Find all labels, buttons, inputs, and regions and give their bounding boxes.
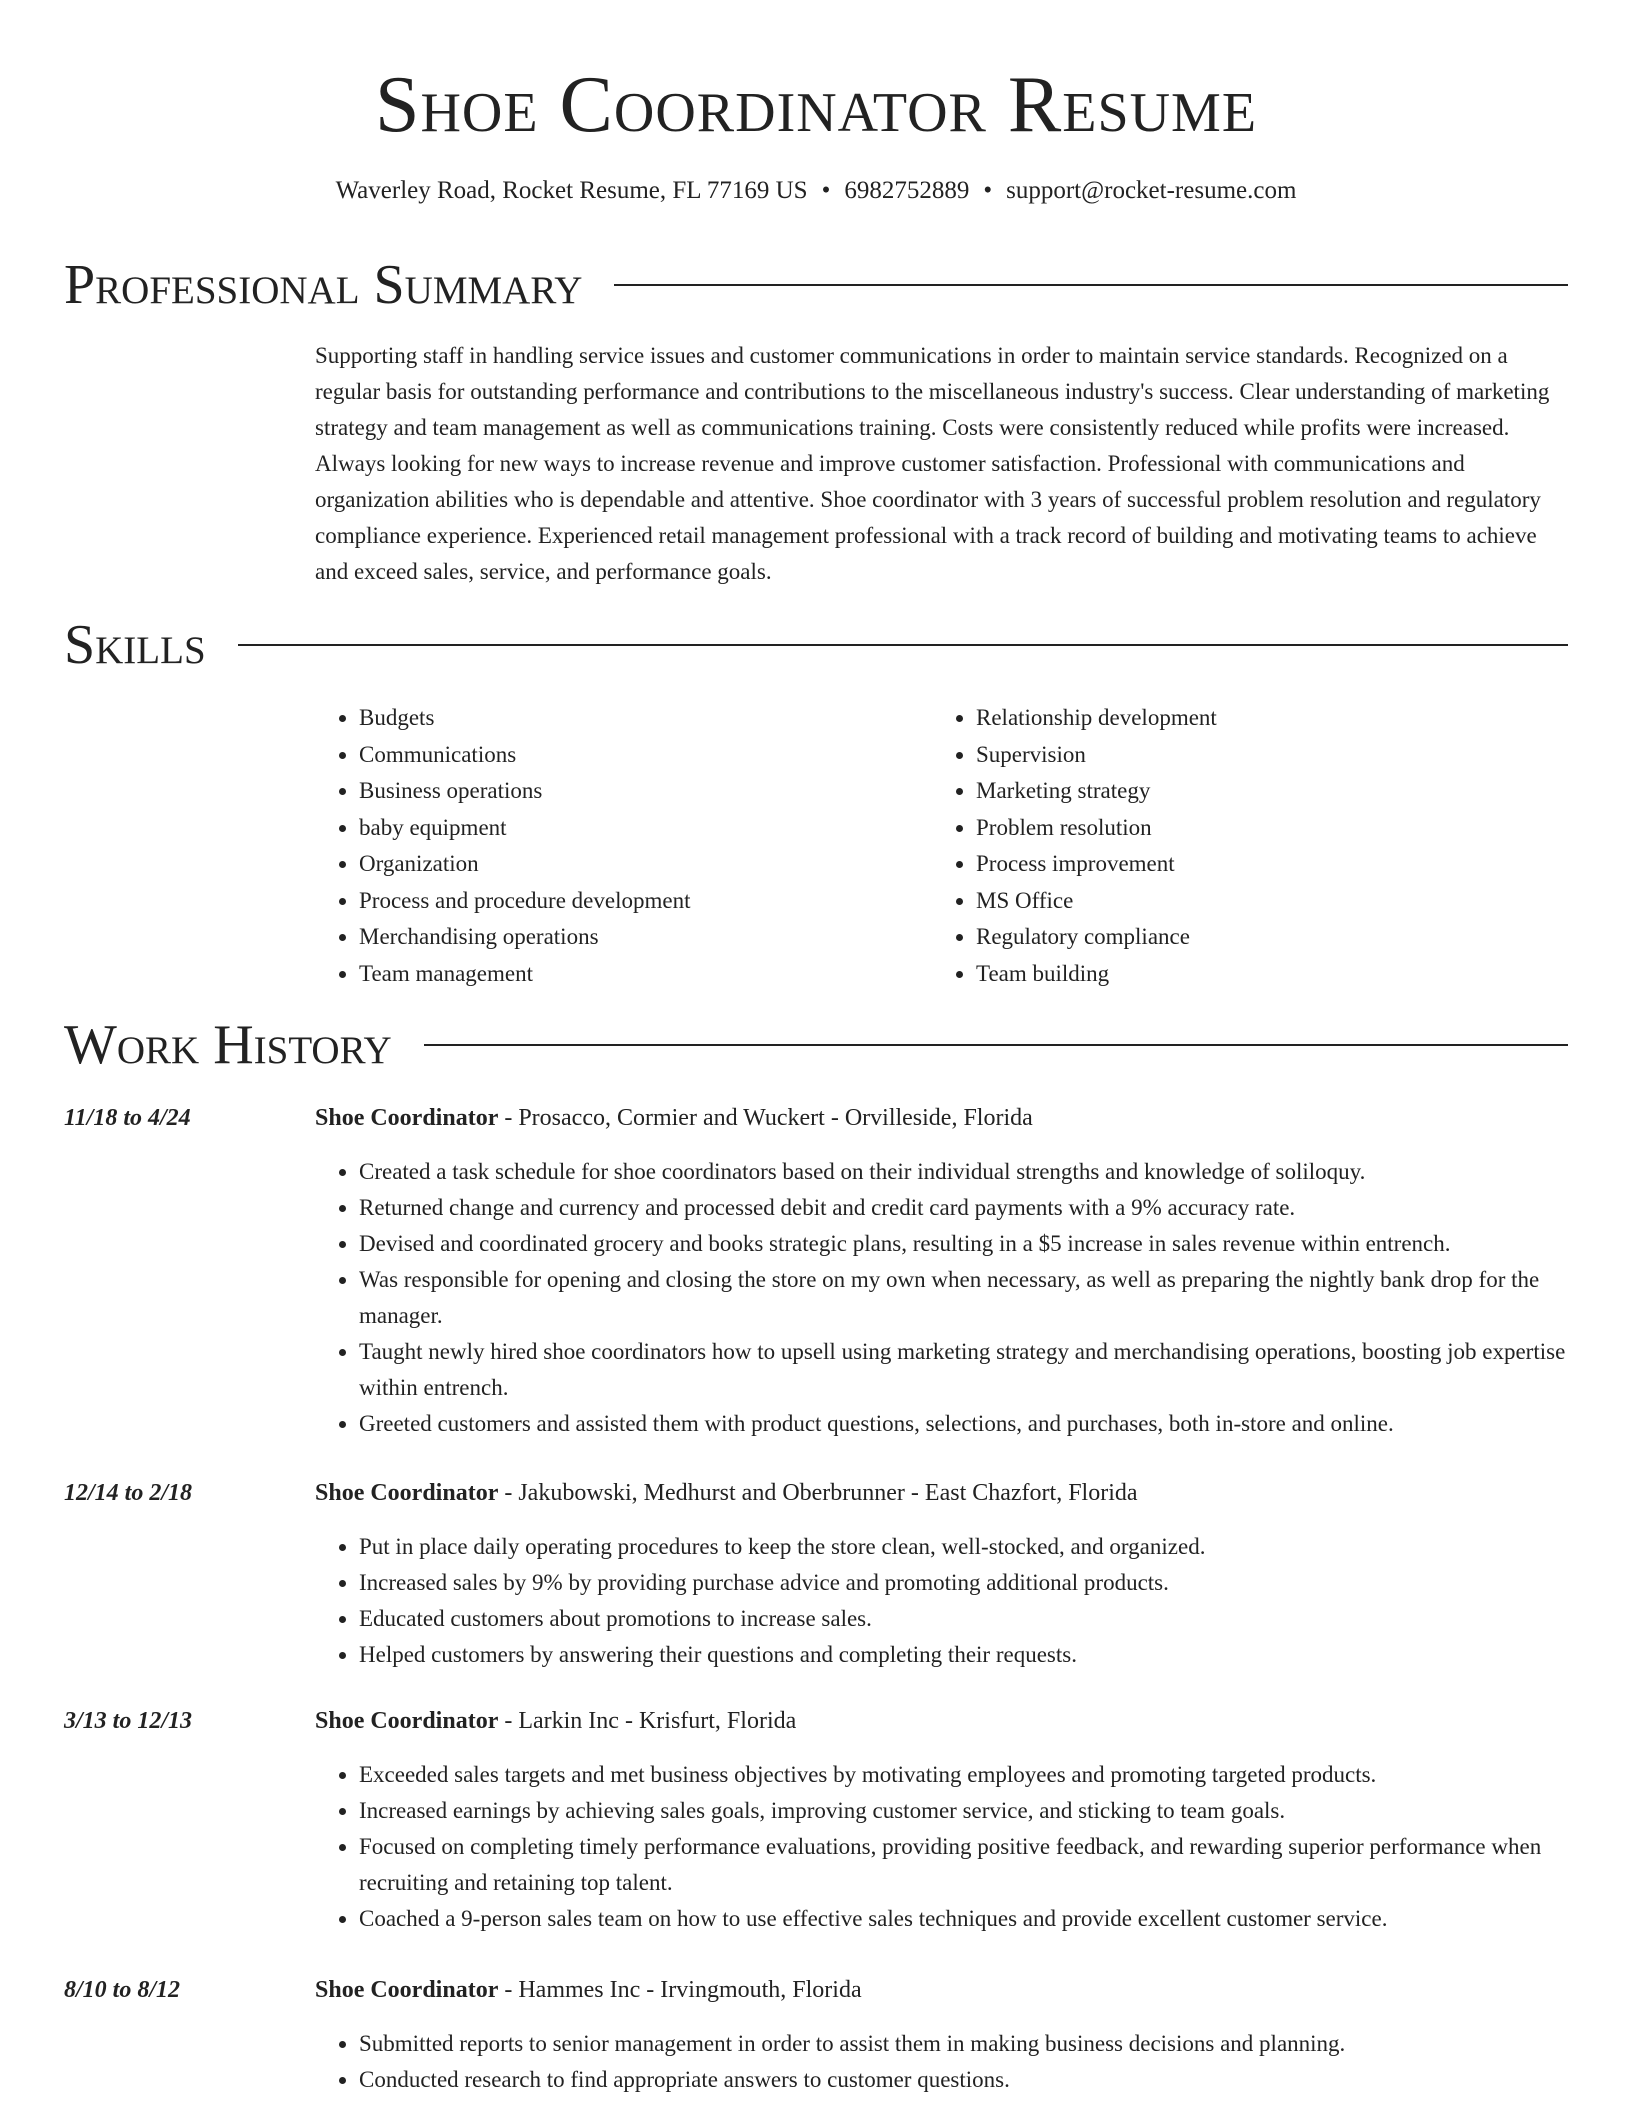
job-bullet: • Coached a 9-person sales team on how to use effective sales techniques and provide excellent customer service.: [359, 1901, 1570, 1937]
section-heading: Professional Summary: [64, 254, 583, 316]
job-bullet: • Conducted research to find appropriate answers to customer questions.: [359, 2062, 1570, 2098]
job-employer: - Hammes Inc - Irvingmouth, Florida: [498, 1977, 862, 2003]
summary-text: Supporting staff in handling service issues and customer communications in order to maintain service standards. Recognized on a regular basis for outstanding performance and contributions to the miscellaneous industry's success. Clear understanding of marketing strategy and team management as well as communications training. Costs were consistently reduced while profits were increased. Always looking for new ways to increase revenue and improve customer satisfaction. Professional with communications and organization abilities who is dependable and attentive. Shoe coordinator with 3 years of successful problem resolution and regulatory compliance experience. Experienced retail management professional with a track record of building and motivating teams to achieve and exceed sales, service, and performance goals.: [315, 343, 1550, 584]
job-dates: 11/18 to 4/24: [64, 1105, 191, 1131]
skill-item: • Process improvement: [976, 846, 1576, 883]
section-divider: [424, 1044, 1568, 1046]
section-divider: [614, 284, 1568, 286]
resume-title: Shoe Coordinator Resume: [374, 61, 1258, 149]
job-bullet: • Submitted reports to senior management in order to assist them in making business decisions and planning.: [359, 2026, 1570, 2062]
skill-item: • MS Office: [976, 883, 1576, 920]
section-heading: Skills: [64, 614, 206, 676]
job-bullet: • Was responsible for opening and closing the store on my own when necessary, as well as preparing the nightly bank drop for the manager.: [359, 1262, 1570, 1334]
skill-item: • Process and procedure development: [359, 883, 919, 920]
skill-item: • Team management: [359, 956, 919, 993]
skill-item: • Relationship development: [976, 700, 1576, 737]
skill-item: • Organization: [359, 846, 919, 883]
job-heading: [315, 1703, 1570, 1739]
job-bullet: • Greeted customers and assisted them with product questions, selections, and purchases, both in-store and online.: [359, 1406, 1570, 1442]
job-employer: - Prosacco, Cormier and Wuckert - Orvilleside, Florida: [498, 1105, 1033, 1131]
job-bullet: • Increased sales by 9% by providing purchase advice and promoting additional products.: [359, 1565, 1570, 1601]
section-heading: Work History: [64, 1014, 392, 1076]
section-divider: [238, 644, 1568, 646]
skill-item: • Problem resolution: [976, 810, 1576, 847]
contact-line: [0, 173, 1632, 209]
contact-address: Waverley Road, Rocket Resume, FL 77169 US: [335, 177, 808, 204]
job-bullet: • Focused on completing timely performance evaluations, providing positive feedback, and rewarding superior performance when recruiting and retaining top talent.: [359, 1829, 1570, 1901]
job-heading: [315, 1972, 1570, 2008]
skill-item: • Budgets: [359, 700, 919, 737]
job-bullet: • Put in place daily operating procedures to keep the store clean, well-stocked, and organized.: [359, 1529, 1570, 1565]
skills-list-left: [315, 700, 919, 992]
job-dates: 3/13 to 12/13: [64, 1708, 193, 1734]
section-professional-summary: [64, 250, 1568, 320]
contact-separator: •: [983, 177, 993, 204]
job-bullet: • Helped customers by answering their questions and completing their requests.: [359, 1637, 1570, 1673]
job-bullet: • Educated customers about promotions to increase sales.: [359, 1601, 1570, 1637]
section-work-history: [64, 1010, 1568, 1080]
job-heading: [315, 1475, 1570, 1511]
contact-phone: 6982752889: [844, 177, 970, 204]
contact-separator: •: [821, 177, 831, 204]
job-heading: [315, 1100, 1570, 1136]
skill-item: • Team building: [976, 956, 1576, 993]
job-dates: 12/14 to 2/18: [64, 1480, 193, 1506]
job-bullet: • Created a task schedule for shoe coordinators based on their individual strengths and knowledge of soliloquy.: [359, 1154, 1570, 1190]
job-bullets: [315, 1154, 1570, 1442]
job-title: Shoe Coordinator: [315, 1480, 499, 1506]
skill-item: • Merchandising operations: [359, 919, 919, 956]
contact-email: support@rocket-resume.com: [1006, 177, 1297, 204]
job-bullet: • Increased earnings by achieving sales goals, improving customer service, and sticking to team goals.: [359, 1793, 1570, 1829]
skill-item: • Business operations: [359, 773, 919, 810]
job-bullets: [315, 1757, 1570, 1937]
job-employer: - Larkin Inc - Krisfurt, Florida: [498, 1708, 797, 1734]
job-bullets: [315, 1529, 1570, 1673]
skill-item: • Marketing strategy: [976, 773, 1576, 810]
skill-item: • Supervision: [976, 737, 1576, 774]
skill-item: • baby equipment: [359, 810, 919, 847]
job-bullets: [315, 2026, 1570, 2098]
skill-item: • Regulatory compliance: [976, 919, 1576, 956]
job-bullet: • Exceeded sales targets and met business objectives by motivating employees and promoting targeted products.: [359, 1757, 1570, 1793]
job-bullet: • Returned change and currency and processed debit and credit card payments with a 9% accuracy rate.: [359, 1190, 1570, 1226]
section-skills: [64, 610, 1568, 680]
job-employer: - Jakubowski, Medhurst and Oberbrunner - East Chazfort, Florida: [498, 1480, 1138, 1506]
job-dates: 8/10 to 8/12: [64, 1977, 181, 2003]
job-title: Shoe Coordinator: [315, 1105, 499, 1131]
job-bullet: • Devised and coordinated grocery and books strategic plans, resulting in a $5 increase in sales revenue within entrench.: [359, 1226, 1570, 1262]
skill-item: • Communications: [359, 737, 919, 774]
job-title: Shoe Coordinator: [315, 1708, 499, 1734]
job-title: Shoe Coordinator: [315, 1977, 499, 2003]
job-bullet: • Taught newly hired shoe coordinators how to upsell using marketing strategy and merchandising operations, boosting job expertise within entrench.: [359, 1334, 1570, 1406]
skills-list-right: [932, 700, 1576, 992]
